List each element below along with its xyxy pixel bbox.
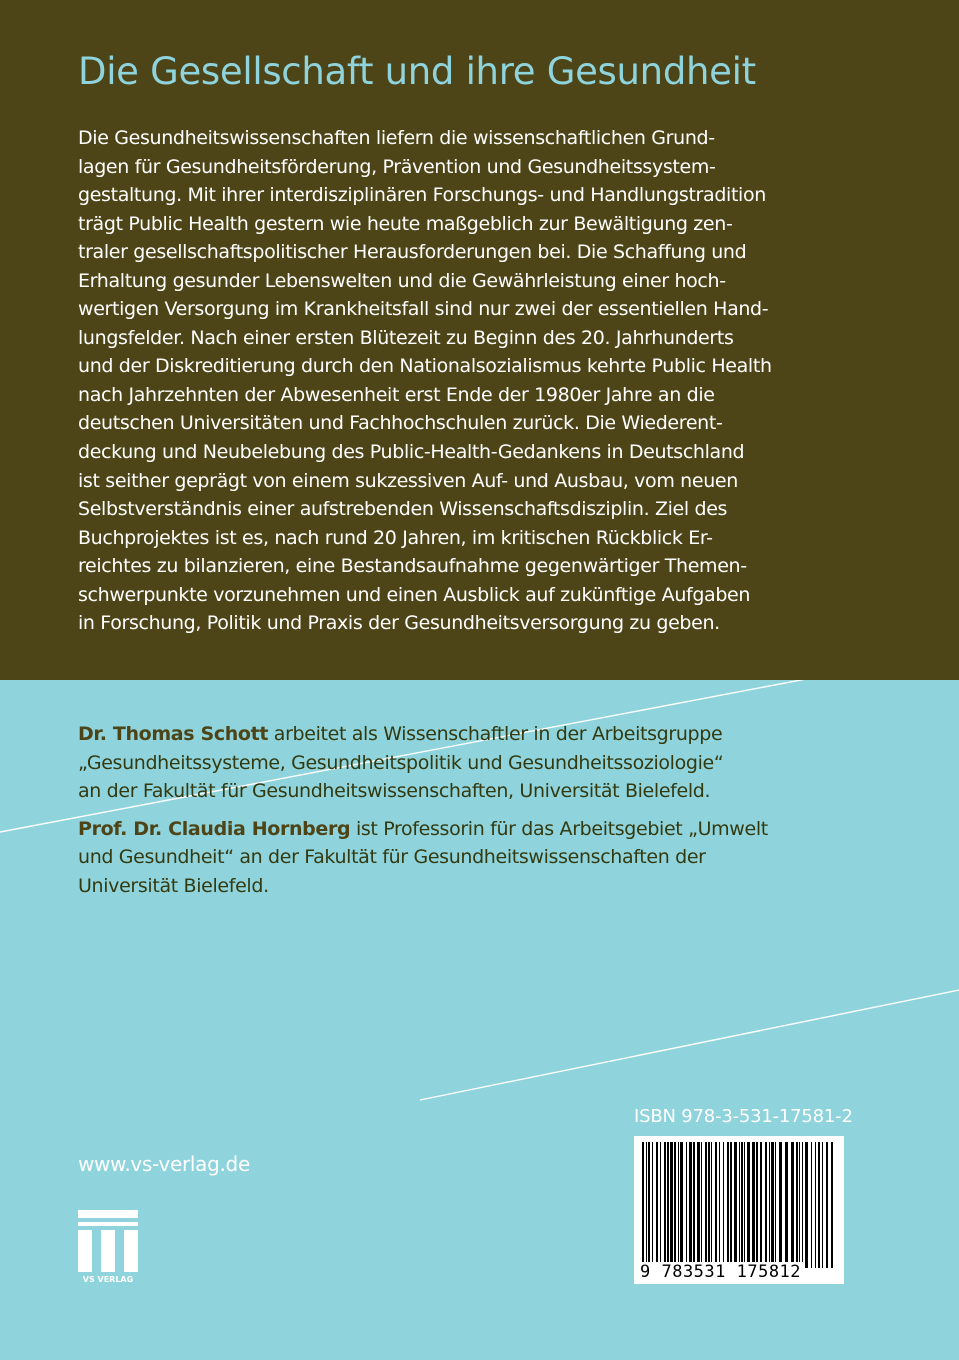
description-line: nach Jahrzehnten der Abwesenheit erst Ende der 1980er Jahre an die — [78, 383, 715, 406]
description-line: Erhaltung gesunder Lebenswelten und die Gewährleistung einer hoch- — [78, 269, 726, 292]
description-line: Selbstverständnis einer aufstrebenden Wissenschaftsdisziplin. Ziel des — [78, 498, 728, 521]
publisher-logo — [78, 1210, 138, 1284]
author-bio-line: an der Fakultät für Gesundheitswissenschaften, Universität Bielefeld. — [78, 780, 711, 802]
description-line: reichtes zu bilanzieren, eine Bestandsaufnahme gegenwärtiger Themen- — [78, 555, 747, 578]
publisher-logo-text: VS VERLAG — [82, 1275, 134, 1284]
author-name: Dr. Thomas Schott — [78, 723, 269, 745]
description-line: deutschen Universitäten und Fachhochschulen zurück. Die Wiederent- — [78, 412, 723, 435]
description-line: lungsfelder. Nach einer ersten Blütezeit zu Beginn des 20. Jahrhunderts — [78, 326, 734, 349]
author-bio-text: ist Professorin für das Arbeitsgebiet „Umwelt — [350, 817, 768, 840]
author-bio-line: und Gesundheit“ an der Fakultät für Gesundheitswissenschaften der — [78, 846, 706, 868]
book-description — [78, 124, 848, 638]
description-line: und der Diskreditierung durch den Nationalsozialismus kehrte Public Health — [78, 355, 772, 378]
author-bio — [78, 815, 878, 901]
author-panel — [0, 680, 959, 1360]
author-bio-text: arbeitet als Wissenschaftler in der Arbeitsgruppe — [268, 723, 723, 745]
author-bio-line: Universität Bielefeld. — [78, 874, 269, 897]
description-line: deckung und Neubelebung des Public-Health-Gedankens in Deutschland — [78, 441, 745, 464]
barcode-digits: 9 783531 175812 — [640, 1262, 802, 1282]
description-line: gestaltung. Mit ihrer interdisziplinären Forschungs- und Handlungstradition — [78, 184, 766, 207]
barcode — [634, 1136, 844, 1284]
author-bio-line — [78, 720, 878, 749]
description-line: in Forschung, Politik und Praxis der Gesundheitsversorgung zu geben. — [78, 612, 720, 635]
author-bio — [78, 720, 878, 806]
description-line: trägt Public Health gestern wie heute maßgeblich zur Bewältigung zen- — [78, 212, 733, 235]
author-bios — [78, 720, 878, 909]
description-line: ist seither geprägt von einem sukzessiven Auf- und Ausbau, vom neuen — [78, 469, 738, 492]
author-bio-line: „Gesundheitssysteme, Gesundheitspolitik und Gesundheitssoziologie“ — [78, 751, 724, 774]
author-bio-line — [78, 815, 878, 844]
author-name: Prof. Dr. Claudia Hornberg — [78, 817, 351, 840]
isbn-label: ISBN 978-3-531-17581-2 — [634, 1106, 853, 1127]
description-line: wertigen Versorgung im Krankheitsfall sind nur zwei der essentiellen Hand- — [78, 298, 769, 321]
description-line: schwerpunkte vorzunehmen und einen Ausblick auf zukünftige Aufgaben — [78, 583, 751, 606]
website-link[interactable]: www.vs-verlag.de — [78, 1152, 250, 1176]
description-line: lagen für Gesundheitsförderung, Prävention und Gesundheitssystem- — [78, 155, 716, 178]
barcode-bars-icon — [640, 1142, 838, 1268]
description-line: traler gesellschaftspolitischer Herausforderungen bei. Die Schaffung und — [78, 241, 747, 264]
description-line: Die Gesundheitswissenschaften liefern die wissenschaftlichen Grund- — [78, 127, 715, 149]
book-title: Die Gesellschaft und ihre Gesundheit — [78, 50, 756, 93]
description-line: Buchprojektes ist es, nach rund 20 Jahren, im kritischen Rückblick Er- — [78, 526, 713, 549]
